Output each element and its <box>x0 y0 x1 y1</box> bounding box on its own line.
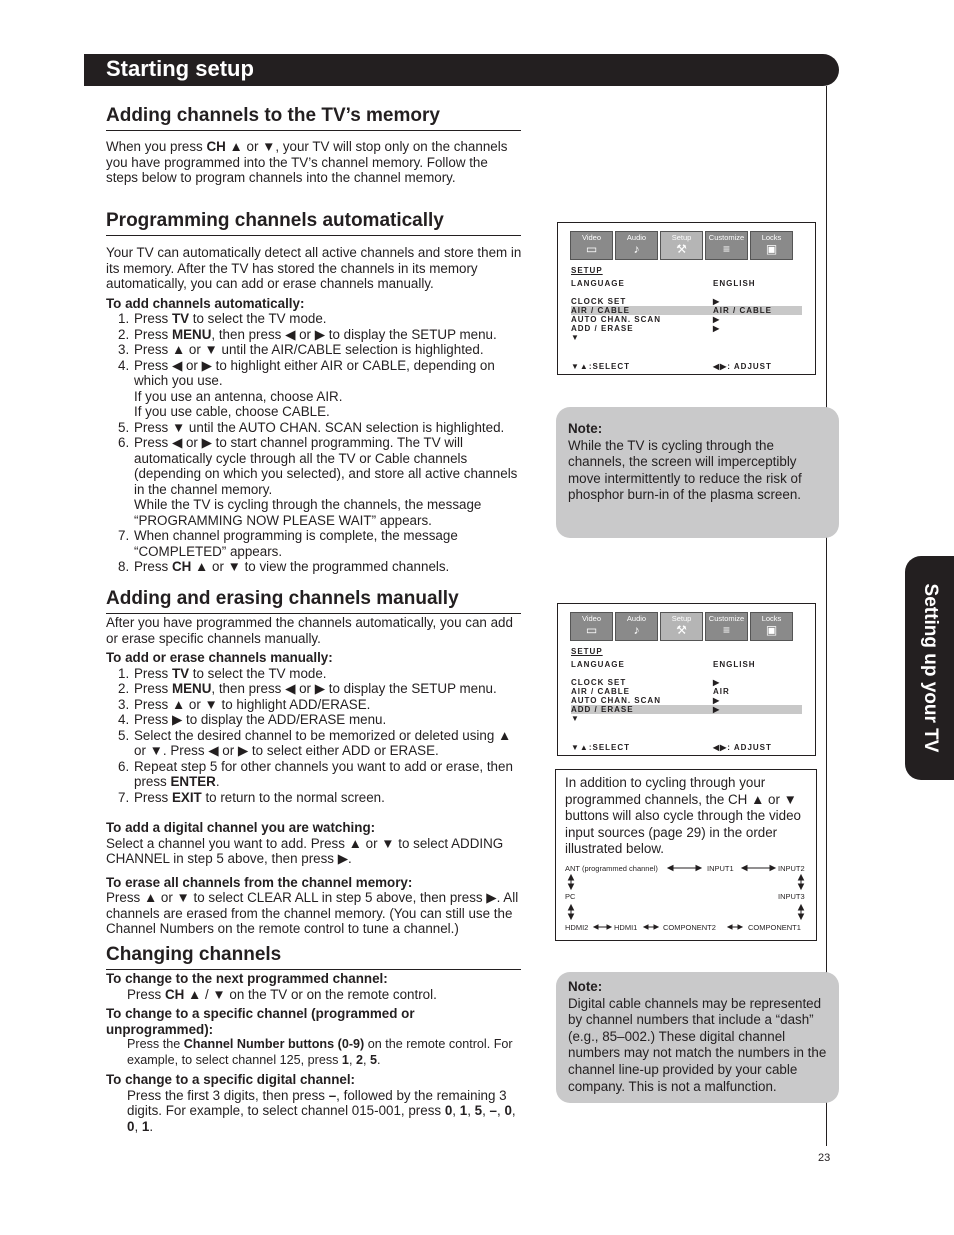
menu-row-value: ▶ <box>713 696 721 705</box>
menu-row[interactable] <box>571 315 802 324</box>
note-label: Note: <box>568 421 603 436</box>
step-number: 4. <box>118 357 130 373</box>
note-text: While the TV is cycling through the channels, the screen will imperceptibly move intermittently to reduce the risk of phosphor burn-in of the plasma screen. <box>568 437 802 503</box>
step-item <box>106 559 522 575</box>
music-note-icon: ♪ <box>633 623 640 637</box>
lock-icon: ▣ <box>765 242 778 256</box>
step-number: 7. <box>118 528 130 543</box>
menu-row[interactable] <box>571 660 802 669</box>
step-text: Press ◀ or ▶ to start channel programming. The TV will automatically cycle through all the TV or Cable channels (depending on which you selected), and store all active channels in the channel memory. While the TV is cycling through the channels, the message “PROGRAMMING NOW PLEASE WAIT” appears. <box>134 435 518 528</box>
diagram-ant: ANT (programmed channel) <box>565 864 658 873</box>
menu-row-value: ▶ <box>713 297 721 306</box>
list-icon: ≡ <box>722 623 730 637</box>
section-side-tab <box>905 556 954 780</box>
step-text: Press TV to select the TV mode. <box>134 665 327 681</box>
footer-adjust: ◀▶: ADJUST <box>713 743 772 752</box>
menu-row-value: ▶ <box>713 324 721 333</box>
tab-setup[interactable] <box>660 231 703 260</box>
tab-locks[interactable] <box>750 231 793 260</box>
menu-row-value: ▶ <box>713 705 721 714</box>
input-cycle-arrows <box>556 770 818 942</box>
step-number: 4. <box>118 712 130 727</box>
step-text: Press EXIT to return to the normal screen. <box>134 789 385 805</box>
step-number: 1. <box>118 311 130 326</box>
specific-channel-text: Press the Channel Number buttons (0-9) on the remote control. For example, to select channel 125, press 1, 2, 5. <box>127 1037 513 1067</box>
step-item <box>106 697 522 713</box>
menu-row[interactable] <box>571 696 802 705</box>
step-text: Press TV to select the TV mode. <box>134 311 327 326</box>
step-number: 5. <box>118 727 130 743</box>
menu-row-label: CLOCK SET <box>571 297 627 306</box>
menu-row-label: AIR / CABLE <box>571 306 630 315</box>
note-burn-in <box>556 407 839 538</box>
menu-row-label: ADD / ERASE <box>571 324 634 333</box>
menu-row-label: LANGUAGE <box>571 660 625 669</box>
note-digital-dash <box>556 972 839 1103</box>
step-number: 7. <box>118 789 130 805</box>
step-item <box>106 728 522 759</box>
step-item <box>106 681 522 697</box>
tab-audio[interactable] <box>615 612 658 641</box>
step-item <box>106 759 522 790</box>
diagram-hdmi2: HDMI2 <box>565 923 589 932</box>
menu-row-value: ▶ <box>713 678 721 687</box>
tab-label: Video <box>581 233 602 242</box>
sec1-ch-key: CH <box>206 139 226 154</box>
sec1-paragraph <box>106 139 522 186</box>
heading-changing-channels: Changing channels <box>106 944 521 970</box>
step-text: Press ◀ or ▶ to highlight either AIR or CABLE, depending on which you use. If you use an antenna, choose AIR. If you use cable, choose CABLE. <box>134 357 495 419</box>
menu-row-value: ENGLISH <box>713 279 756 288</box>
step-item <box>106 435 522 528</box>
tab-customize[interactable] <box>705 612 748 641</box>
menu-row-label: AIR / CABLE <box>571 687 630 696</box>
step-text: Press MENU, then press ◀ or ▶ to display the SETUP menu. <box>134 681 497 696</box>
erase-all-text: Press ▲ or ▼ to select CLEAR ALL in step 5 above, then press ▶. All channels are erased from the channel memory. (You can still use the Channel Numbers on the remote control to tune a channel.) <box>106 890 519 936</box>
menu-row-label: LANGUAGE <box>571 279 625 288</box>
manual-steps-list <box>106 666 522 806</box>
tab-label: Customize <box>708 614 745 623</box>
tab-customize[interactable] <box>705 231 748 260</box>
diagram-component2: COMPONENT2 <box>663 923 716 932</box>
list-icon: ≡ <box>722 242 730 256</box>
menu-tabs <box>570 231 793 260</box>
digital-channel-text: Press the first 3 digits, then press –, followed by the remaining 3 digits. For example, to select channel 015-001, press 0, 1, 5, –, 0, 0, 1. <box>127 1087 516 1134</box>
menu-row-value: AIR <box>713 687 730 696</box>
heading-programming-auto: Programming channels automatically <box>106 210 521 236</box>
menu-row-value: ENGLISH <box>713 660 756 669</box>
step-number: 8. <box>118 559 130 574</box>
tab-label: Locks <box>761 233 782 242</box>
menu-tabs <box>570 612 793 641</box>
tab-label: Audio <box>626 233 647 242</box>
step-number: 6. <box>118 435 130 450</box>
side-tab-label: Setting up your TV <box>919 583 941 753</box>
footer-select: ▼▲:SELECT <box>571 743 631 752</box>
step-number: 3. <box>118 342 130 357</box>
page-number: 23 <box>818 1152 831 1164</box>
step-number: 3. <box>118 696 130 712</box>
menu-row[interactable] <box>571 279 802 288</box>
step-item <box>106 420 522 436</box>
tab-label: Audio <box>626 614 647 623</box>
menu-row-label: AUTO CHAN. SCAN <box>571 696 661 705</box>
diagram-hdmi1: HDMI1 <box>614 923 638 932</box>
menu-row-value: AIR / CABLE <box>713 306 772 315</box>
step-number: 5. <box>118 419 130 435</box>
diagram-component1: COMPONENT1 <box>748 923 801 932</box>
step-item <box>106 790 522 806</box>
tab-video[interactable] <box>570 231 613 260</box>
music-note-icon: ♪ <box>633 242 640 256</box>
sec2-intro: Your TV can automatically detect all active channels and store them in its memory. After the TV has stored the channels in its memory automatically, you can add or erase channels manually. <box>106 245 522 291</box>
sec3-subheading: To add or erase channels manually: <box>106 650 333 665</box>
heading-adding-channels: Adding channels to the TV’s memory <box>106 105 521 131</box>
menu-row[interactable] <box>571 297 802 306</box>
step-text: Press MENU, then press ◀ or ▶ to display the SETUP menu. <box>134 326 497 342</box>
step-text: Press CH ▲ or ▼ to view the programmed channels. <box>134 559 450 574</box>
step-item <box>106 327 522 343</box>
menu-row[interactable] <box>571 714 802 723</box>
step-text: Select the desired channel to be memorized or deleted using ▲ or ▼. Press ◀ or ▶ to select either ADD or ERASE. <box>134 727 512 758</box>
tab-setup[interactable] <box>660 612 703 641</box>
note-text: Digital cable channels may be represented by channel numbers that include a “dash” (e.g., 85–002.) These digital channel numbers may not match the numbers in the channel line-up provided by your cable company. This is not a malfunction. <box>568 995 827 1094</box>
step-text: When channel programming is complete, the message “COMPLETED” appears. <box>134 528 458 559</box>
input-cycle-box <box>555 769 817 941</box>
tab-label: Setup <box>671 233 692 242</box>
menu-row-value: ▶ <box>713 315 721 324</box>
tab-label: Setup <box>671 614 692 623</box>
menu-row-label: ▼ <box>571 333 580 342</box>
wrench-icon: ⚒ <box>676 623 687 637</box>
specific-channel-subheading: To change to a specific channel (programmed or unprogrammed): <box>106 1006 415 1037</box>
note-label: Note: <box>568 979 603 994</box>
step-item <box>106 712 522 728</box>
menu-title: SETUP <box>571 647 603 656</box>
tab-label: Locks <box>761 614 782 623</box>
step-item <box>106 666 522 682</box>
sec4-body <box>106 971 522 1134</box>
diagram-input2: INPUT2 <box>778 864 805 873</box>
auto-steps-list <box>106 311 522 575</box>
sec3-intro: After you have programmed the channels automatically, you can add or erase specific channels manually. <box>106 615 513 646</box>
digital-channel-subheading: To change to a specific digital channel: <box>106 1072 356 1087</box>
menu-row-label: ADD / ERASE <box>571 705 634 714</box>
step-item <box>106 342 522 358</box>
tab-locks[interactable] <box>750 612 793 641</box>
menu-row-label: CLOCK SET <box>571 678 627 687</box>
sec2-body <box>106 245 522 575</box>
tv-icon: ▭ <box>585 242 598 256</box>
sec2-subheading: To add channels automatically: <box>106 295 305 311</box>
next-channel-text: Press CH ▲ / ▼ on the TV or on the remote control. <box>127 986 437 1002</box>
input-cycle-text: In addition to cycling through your programmed channels, the CH ▲ or ▼ buttons will also cycle through the video input sources (page 29) in the order illustrated below. <box>565 775 801 857</box>
menu-row[interactable] <box>571 333 802 342</box>
tab-video[interactable] <box>570 612 613 641</box>
step-text: Press ▼ until the AUTO CHAN. SCAN selection is highlighted. <box>134 419 505 435</box>
menu-row[interactable] <box>571 324 802 333</box>
tab-label: Customize <box>708 233 745 242</box>
menu-row[interactable] <box>571 306 802 315</box>
diagram-input3: INPUT3 <box>778 892 805 901</box>
tab-label: Video <box>581 614 602 623</box>
sec1-text-a: When you press <box>106 139 207 154</box>
step-text: Press ▲ or ▼ to highlight ADD/ERASE. <box>134 696 371 712</box>
digital-add-text: Select a channel you want to add. Press ▲ or ▼ to select ADDING CHANNEL in step 5 above, then press ▶. <box>106 835 504 866</box>
digital-add-subheading: To add a digital channel you are watching: <box>106 820 376 835</box>
menu-row[interactable] <box>571 705 802 714</box>
menu-row[interactable] <box>571 678 802 687</box>
step-number: 2. <box>118 326 130 342</box>
setup-menu-screen-add-erase <box>557 603 816 756</box>
step-text: Press ▶ to display the ADD/ERASE menu. <box>134 712 387 727</box>
setup-menu-screen-air-cable <box>557 222 816 375</box>
page-title: Starting setup <box>84 54 839 86</box>
step-number: 6. <box>118 758 130 774</box>
step-number: 2. <box>118 681 130 696</box>
sec3-body <box>106 615 522 937</box>
step-item <box>106 358 522 420</box>
wrench-icon: ⚒ <box>676 242 687 256</box>
step-item <box>106 528 522 559</box>
step-number: 1. <box>118 665 130 681</box>
menu-row-label: ▼ <box>571 714 580 723</box>
sec1-text-b: ▲ or ▼, your TV will stop only on the channels you have programmed into the TV’s channel memory. Follow the steps below to program channels into the channel memory. <box>106 139 508 185</box>
tab-audio[interactable] <box>615 231 658 260</box>
tv-icon: ▭ <box>585 623 598 637</box>
erase-all-subheading: To erase all channels from the channel memory: <box>106 874 413 890</box>
menu-title: SETUP <box>571 266 603 275</box>
footer-adjust: ◀▶: ADJUST <box>713 362 772 371</box>
menu-row[interactable] <box>571 687 802 696</box>
menu-row-label: AUTO CHAN. SCAN <box>571 315 661 324</box>
diagram-pc: PC <box>565 892 576 901</box>
step-text: Repeat step 5 for other channels you want to add or erase, then press ENTER. <box>134 758 513 789</box>
heading-adding-erasing: Adding and erasing channels manually <box>106 588 521 614</box>
step-item <box>106 311 522 327</box>
diagram-input1: INPUT1 <box>707 864 734 873</box>
footer-select: ▼▲:SELECT <box>571 362 631 371</box>
lock-icon: ▣ <box>765 623 778 637</box>
next-channel-subheading: To change to the next programmed channel: <box>106 971 388 986</box>
step-text: Press ▲ or ▼ until the AIR/CABLE selection is highlighted. <box>134 342 484 357</box>
